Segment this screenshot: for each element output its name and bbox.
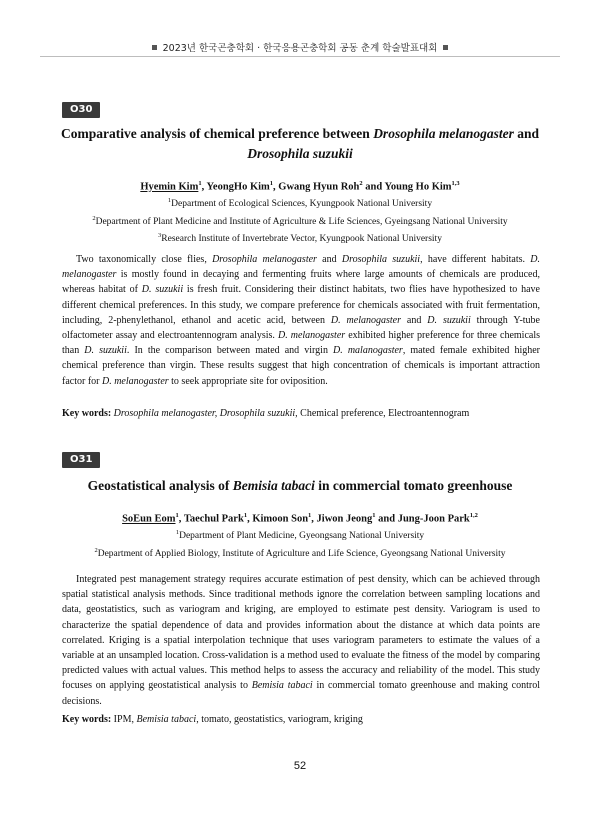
presenting-author: Hyemin Kim [140,181,199,193]
author: Young Ho Kim [384,181,452,193]
paper-code-badge: O31 [62,452,100,468]
affiliation: $^1$Department of Plant Medicine, Gyeongsang National University [175,529,425,542]
author: Gwang Hyun Roh [278,181,360,193]
page-number: 52 [293,760,307,772]
affiliation: $^1$Department of Ecological Sciences, Kyungpook National University [167,197,433,210]
affiliation: $^3$Research Institute of Invertebrate Vector, Kyungpook National University [158,232,442,245]
square-bullet-icon [443,45,448,50]
author-list: SoEun Eom$^1$, Taechul Park$^1$, Kimoon Son$^1$, Jiwon Jeong$^1$ and Jung-Joon Park$^{1,2}$ [122,512,478,525]
abstract: Two taxonomically close flies, Drosophila melanogaster and Drosophila suzukii, have different habitats. D. melanogaster is mostly found in decaying and fermenting fruits where large amounts of chemicals are produced, whereas habitat of D. suzukii is fresh fruit. Considering their distinct habitats, two flies have hypothesized to have different chemical preferences. In this study, we compare preference for chemicals associated with fruit fermentation, including, 2-phenylethanol, ethanol and acetic acid, between D. melanogaster and D. suzukii through Y-tube olfactometer assay and electroantennogram analysis. D. melanogaster exhibited higher preference for three chemicals than D. suzukii. In the comparison between mated and virgin D. malanogaster, mated female exhibited higher chemical preference than virgin. These results suggest that high concentration of chemicals is important attraction factor for D. melanogaster to seek appropriate site for oviposition. [62,254,540,387]
paper-title: Comparative analysis of chemical preference between Drosophila melanogaster and Drosophila suzukii [61,126,539,161]
presenting-author: SoEun Eom [122,513,176,525]
paper-code-badge: O30 [62,102,100,118]
author-list: Hyemin Kim$^1$, YeongHo Kim$^1$, Gwang Hyun Roh$^2$ and Young Ho Kim$^{1,3}$ [140,180,460,193]
header-divider [40,56,560,57]
author: Jiwon Jeong [316,513,373,525]
affiliation: $^2$Department of Applied Biology, Institute of Agriculture and Life Science, Gyeongsang National University [94,546,506,559]
square-bullet-icon [152,45,157,50]
author: Taechul Park [183,513,244,525]
affiliation: $^2$Department of Plant Medicine and Institute of Agriculture & Life Sciences, Gyeingsang National University [92,214,508,227]
paper-title: Geostatistical analysis of Bemisia tabaci in commercial tomato greenhouse [87,478,513,493]
keywords: Key words: Drosophila melanogaster, Drosophila suzukii, Chemical preference, Electroantennogram [62,408,470,419]
author: Jung-Joon Park [397,513,470,525]
header-text: 2023년 한국곤충학회 · 한국응용곤충학회 공동 춘계 학술발표대회 [162,43,438,54]
author: YeongHo Kim [206,181,270,193]
author: Kimoon Son [252,513,309,525]
keywords: Key words: IPM, Bemisia tabaci, tomato, geostatistics, variogram, kriging [62,714,363,725]
affiliations [50,194,550,247]
affiliations [50,526,550,561]
abstract: Integrated pest management strategy requires accurate estimation of pest density, which can be achieved through spatial statistical analysis methods. Since traditional methods ignore the correlation between sampling locations and data, geostatistics, such as variogram and kriging, are employed to estimate pest density. Variogram is used to characterize the spatial dependence of data and provides information about the distance at which data points are correlated. Kriging is a spatial interpolation technique that uses variogram parameters to estimate the values of a variable at an unsampled location. Cross-validation is a method used to evaluate the fitness of the model by comparing predicted values with actual values. This method helps to assess the accuracy and reliability of the model. This study focuses on applying geostatistical analysis to Bemisia tabaci in commercial tomato greenhouse and making control decisions. [62,574,541,707]
